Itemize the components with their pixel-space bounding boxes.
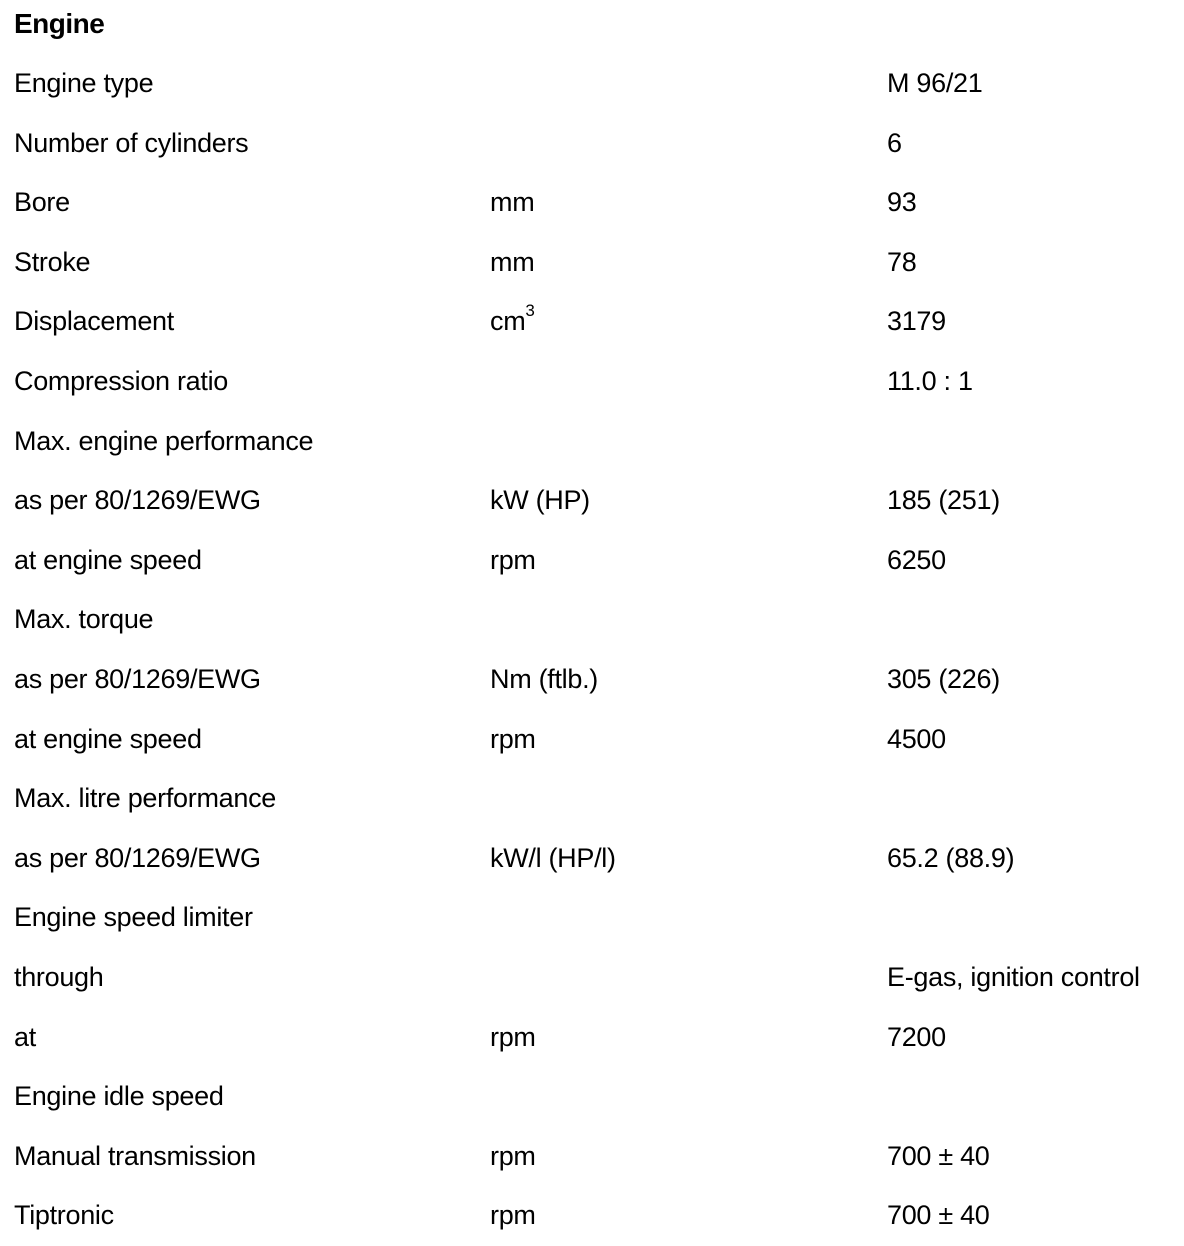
spec-value: 700 ± 40	[887, 1200, 990, 1231]
spec-row-performance-engine-speed	[0, 531, 1184, 591]
spec-unit: kW/l (HP/l)	[490, 842, 616, 873]
spec-row-stroke	[0, 233, 1184, 293]
spec-label: Displacement	[14, 306, 174, 337]
spec-row-number-of-cylinders	[0, 114, 1184, 174]
spec-label: Max. torque	[14, 604, 154, 635]
spec-row-performance-standard	[0, 471, 1184, 531]
spec-value: 65.2 (88.9)	[887, 842, 1015, 873]
spec-value: 7200	[887, 1021, 946, 1052]
spec-row-limiter-through	[0, 948, 1184, 1008]
spec-unit-superscript: 3	[525, 301, 535, 321]
spec-value: 11.0 : 1	[887, 365, 973, 396]
spec-value: 6250	[887, 544, 946, 575]
spec-unit: kW (HP)	[490, 485, 590, 516]
spec-value: 93	[887, 187, 917, 218]
engine-spec-table	[0, 54, 1184, 1246]
spec-unit: mm	[490, 187, 535, 218]
spec-label: Engine type	[14, 68, 154, 98]
spec-label: Stroke	[14, 246, 91, 277]
spec-label: Bore	[14, 187, 70, 218]
spec-unit: rpm	[490, 1021, 536, 1052]
spec-unit: rpm	[490, 1140, 536, 1171]
spec-value: 185 (251)	[887, 485, 1000, 516]
spec-row-engine-speed-limiter	[0, 888, 1184, 948]
spec-value: E-gas, ignition control	[887, 961, 1140, 992]
spec-row-compression-ratio	[0, 352, 1184, 412]
spec-row-torque-standard	[0, 650, 1184, 710]
section-title: Engine	[14, 8, 105, 39]
spec-label: Max. litre performance	[14, 783, 276, 814]
spec-row-limiter-at	[0, 1008, 1184, 1068]
spec-value: 78	[887, 246, 917, 277]
spec-value: 305 (226)	[887, 663, 1000, 694]
spec-label: at	[14, 1021, 36, 1052]
spec-value: M 96/21	[887, 68, 983, 98]
spec-row-bore	[0, 173, 1184, 233]
spec-unit-base: cm	[490, 306, 526, 337]
spec-label: Engine idle speed	[14, 1081, 224, 1112]
spec-label: at engine speed	[14, 544, 202, 575]
spec-unit: Nm (ftlb.)	[490, 663, 598, 694]
spec-label: Number of cylinders	[14, 127, 249, 158]
spec-unit: rpm	[490, 544, 536, 575]
spec-row-displacement	[0, 292, 1184, 352]
spec-label: as per 80/1269/EWG	[14, 485, 261, 516]
spec-row-engine-idle-speed	[0, 1067, 1184, 1127]
spec-unit: mm	[490, 246, 535, 277]
spec-value: 6	[887, 127, 902, 158]
spec-row-torque-engine-speed	[0, 710, 1184, 770]
spec-unit	[490, 292, 535, 352]
spec-row-tiptronic	[0, 1186, 1184, 1246]
spec-label: through	[14, 961, 104, 992]
spec-label: Manual transmission	[14, 1140, 256, 1171]
spec-label: at engine speed	[14, 723, 202, 754]
spec-label: as per 80/1269/EWG	[14, 842, 261, 873]
spec-unit: rpm	[490, 723, 536, 754]
spec-label: as per 80/1269/EWG	[14, 663, 261, 694]
spec-unit: rpm	[490, 1200, 536, 1231]
spec-value: 3179	[887, 306, 946, 337]
spec-row-max-engine-performance	[0, 412, 1184, 472]
spec-row-manual-transmission	[0, 1127, 1184, 1187]
spec-value: 700 ± 40	[887, 1140, 990, 1171]
spec-label: Engine speed limiter	[14, 902, 253, 933]
spec-label: Max. engine performance	[14, 425, 314, 456]
spec-row-max-litre-performance	[0, 769, 1184, 829]
spec-row-max-torque	[0, 590, 1184, 650]
spec-row-engine-type	[0, 54, 1184, 114]
spec-row-litre-standard	[0, 829, 1184, 889]
spec-label: Compression ratio	[14, 365, 228, 396]
spec-value: 4500	[887, 723, 946, 754]
spec-label: Tiptronic	[14, 1200, 114, 1231]
